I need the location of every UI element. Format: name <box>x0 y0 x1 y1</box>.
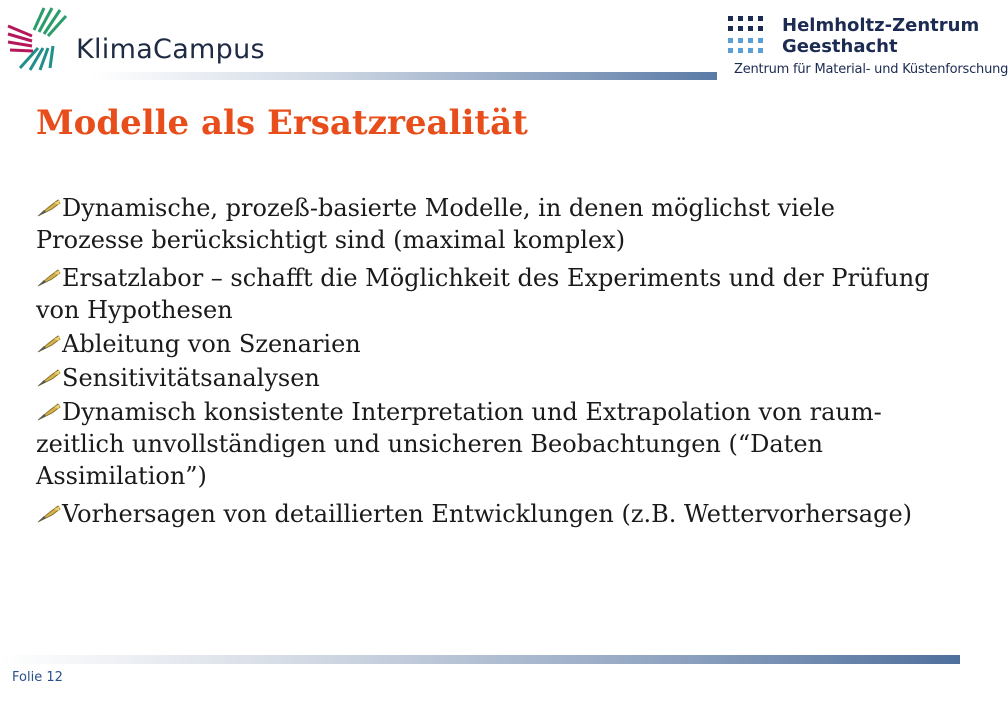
pen-nib-bullet-icon <box>36 334 62 354</box>
list-item-text: Dynamische, prozeß-basierte Modelle, in denen möglichst viele Prozesse berücksichtigt sind (maximal komplex) <box>36 194 835 254</box>
bullet-list <box>36 192 936 530</box>
list-item-text: Ableitung von Szenarien <box>62 330 361 358</box>
header-divider <box>92 72 717 80</box>
slide-number: Folie 12 <box>12 670 63 685</box>
list-item-text: Dynamisch konsistente Interpretation und Extrapolation von raum-zeitlich unvollständigen und unsicheren Beobachtungen (“Daten Assimilation”) <box>36 398 882 490</box>
klimacampus-logo <box>6 4 265 74</box>
list-item <box>36 328 936 360</box>
pen-nib-bullet-icon <box>36 268 62 288</box>
list-item-text: Vorhersagen von detaillierten Entwicklungen (z.B. Wettervorhersage) <box>62 500 913 528</box>
footer-divider <box>0 655 960 664</box>
hzg-logo <box>726 12 1008 86</box>
list-item <box>36 498 936 530</box>
list-item <box>36 396 936 492</box>
hzg-name <box>782 15 979 57</box>
hzg-name-line1: Helmholtz-Zentrum <box>782 15 980 36</box>
slide-title: Modelle als Ersatzrealität <box>36 103 528 143</box>
pen-nib-bullet-icon <box>36 402 62 422</box>
klimacampus-wordmark: KlimaCampus <box>76 34 265 65</box>
hzg-dots-logo-icon <box>726 14 772 58</box>
pen-nib-bullet-icon <box>36 198 62 218</box>
hzg-name-line2: Geesthacht <box>782 36 898 57</box>
list-item <box>36 192 936 256</box>
list-item <box>36 362 936 394</box>
list-item-text: Ersatzlabor – schafft die Möglichkeit des Experiments und der Prüfung von Hypothesen <box>36 264 930 324</box>
hzg-subtitle: Zentrum für Material- und Küstenforschung <box>734 62 1008 77</box>
list-item-text: Sensitivitätsanalysen <box>62 364 320 392</box>
pen-nib-bullet-icon <box>36 504 62 524</box>
klimacampus-logo-icon <box>6 4 70 72</box>
list-item <box>36 262 936 326</box>
pen-nib-bullet-icon <box>36 368 62 388</box>
